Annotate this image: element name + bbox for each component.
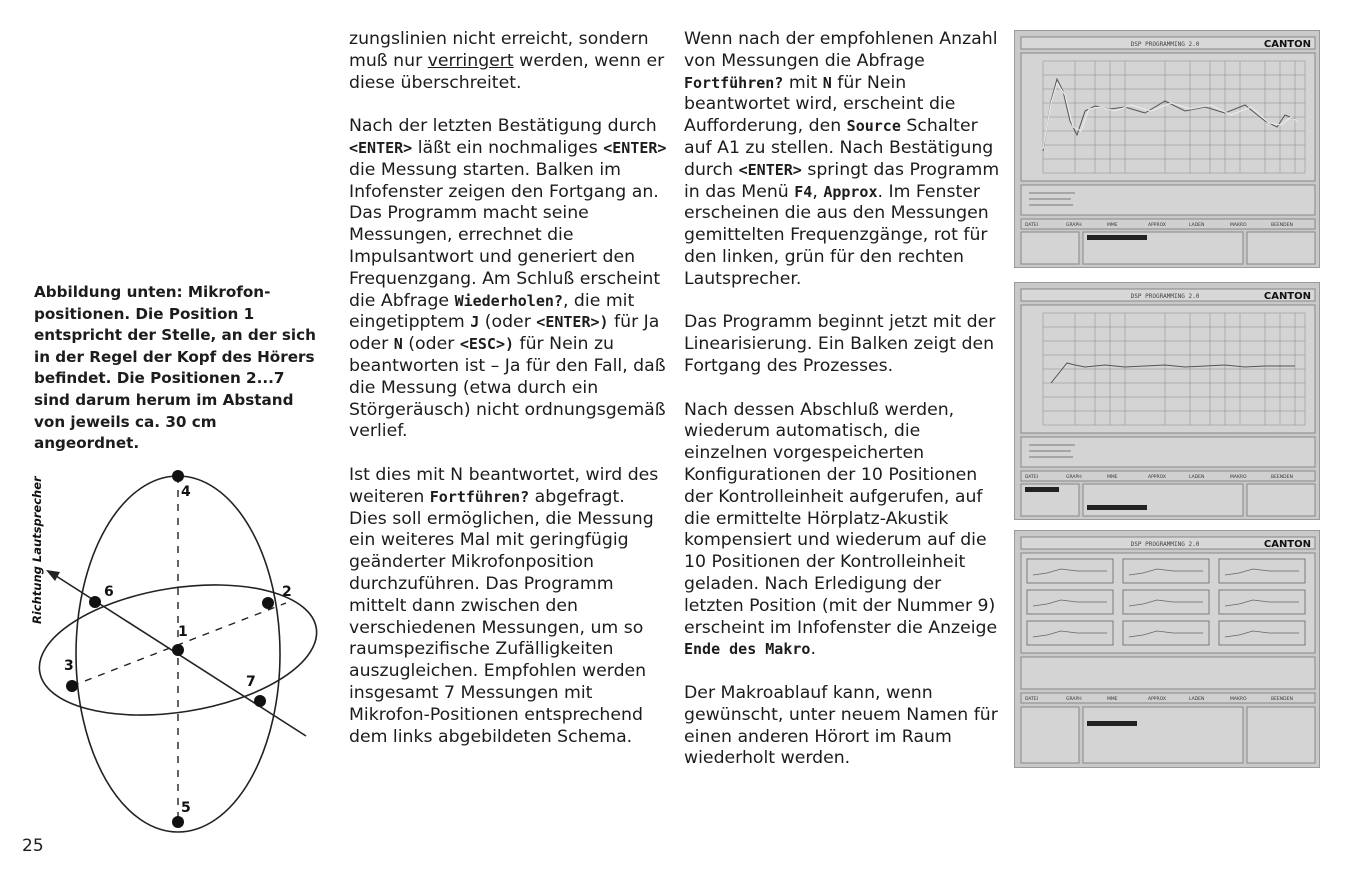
position-5-label: 5 <box>181 800 191 816</box>
menu-item-mme: MME <box>1107 697 1118 702</box>
text-column-2 <box>684 29 1000 792</box>
paragraph: Ist dies mit N beantwortet, wird des weiteren Fortführen? abgefragt. Dies soll ermöglichen, die Messung ein weiteres Mal mit geringfügig geänderter Mikrofonposition durchzuführen. Das Programm mittelt dann zwischen den verschiedenen Messungen, um so raumspezifische Zufälligkeiten auszugleichen. Empfohlen werden insgesamt 7 Messungen mit Mikrofon-Positionen entsprechend dem links abgebildeten Schema. <box>349 464 659 747</box>
paragraph: Wenn nach der empfohlenen Anzahl von Messungen die Abfrage Fortführen? mit N für Nein beantwortet wird, erscheint die Aufforderung, den Source Schalter auf A1 zu stellen. Nach Bestätigung durch <ENTER> springt das Programm in das Menü F4, Approx. Im Fenster erscheinen die aus den Messungen gemittelten Frequenzgänge, rot für den linken, grün für den rechten Lautsprecher. <box>684 29 1000 289</box>
menu-item-approx: APPROX <box>1148 223 1166 228</box>
screen-title: DSP PROGRAMMING 2.0 <box>1130 293 1200 300</box>
position-1-dot <box>172 644 184 656</box>
position-7-dot <box>254 695 266 707</box>
menu-item-laden: LADEN <box>1189 223 1205 228</box>
screenshot-frequency-response-1 <box>1014 30 1320 268</box>
position-4-dot <box>172 470 184 482</box>
screen-title: DSP PROGRAMMING 2.0 <box>1130 541 1200 548</box>
menu-item-mme: MME <box>1107 223 1118 228</box>
paragraph: Das Programm beginnt jetzt mit der Linearisierung. Ein Balken zeigt den Fortgang des Prozesses. <box>684 312 996 376</box>
menu-item-beenden: BEENDEN <box>1271 697 1293 702</box>
screen-title: DSP PROGRAMMING 2.0 <box>1130 41 1200 48</box>
menu-item-beenden: BEENDEN <box>1271 475 1293 480</box>
position-3-label: 3 <box>64 658 74 674</box>
menu-item-graph: GRAPH <box>1066 475 1082 480</box>
position-6-dot <box>89 596 101 608</box>
menu-item-mme: MME <box>1107 475 1118 480</box>
menu-item-beenden: BEENDEN <box>1271 223 1293 228</box>
menu-item-datei: DATEI <box>1025 475 1039 480</box>
page-number: 25 <box>22 836 44 856</box>
menu-item-laden: LADEN <box>1189 475 1205 480</box>
menu-item-datei: DATEI <box>1025 697 1039 702</box>
menu-item-graph: GRAPH <box>1066 697 1082 702</box>
menu-item-approx: APPROX <box>1148 475 1166 480</box>
microphone-position-diagram <box>28 454 318 834</box>
paragraph: Der Makroablauf kann, wenn gewünscht, unter neuem Namen für einen anderen Hörort im Raum wiederholt werden. <box>684 682 998 769</box>
brand-logo: CANTON <box>1263 291 1311 302</box>
position-2-label: 2 <box>282 584 292 600</box>
position-6-label: 6 <box>104 584 114 600</box>
text-column-1 <box>349 29 667 770</box>
menu-item-datei: DATEI <box>1025 223 1039 228</box>
position-5-dot <box>172 816 184 828</box>
menu-item-makro: MAKRO <box>1230 475 1247 480</box>
paragraph: Nach der letzten Bestätigung durch <ENTER> läßt ein nochmaliges <ENTER> die Messung starten. Balken im Infofenster zeigen den Fortgang an. Das Programm macht seine Messungen, errechnet die Impulsantwort und generiert den Frequenzgang. Am Schluß erscheint die Abfrage Wiederholen?, die mit eingetipptem J (oder <ENTER>) für Ja oder N (oder <ESC>) für Nein zu beantworten ist – Ja für den Fall, daß die Messung (etwa durch ein Störgeräusch) nicht ordnungsgemäß verlief. <box>349 116 667 442</box>
screenshot-positions-overview <box>1014 530 1320 768</box>
figure-caption: Abbildung unten: Mikrofon-positionen. Die Position 1 entspricht der Stelle, an der sich in der Regel der Kopf des Hörers befindet. Die Positionen 2...7 sind darum herum im Abstand von jeweils ca. 30 cm angeordnet. <box>34 283 316 453</box>
menu-item-makro: MAKRO <box>1230 697 1247 702</box>
menu-item-makro: MAKRO <box>1230 223 1247 228</box>
brand-logo: CANTON <box>1263 539 1311 550</box>
brand-logo: CANTON <box>1263 39 1311 50</box>
menu-item-approx: APPROX <box>1148 697 1166 702</box>
paragraph: zungslinien nicht erreicht, sondern muß nur verringert werden, wenn er diese überschreitet. <box>349 29 665 93</box>
position-3-dot <box>66 680 78 692</box>
screenshot-frequency-response-2 <box>1014 282 1320 520</box>
position-1-label: 1 <box>178 624 188 640</box>
position-4-label: 4 <box>181 484 191 500</box>
paragraph: Nach dessen Abschluß werden, wiederum automatisch, die einzelnen vorgespeicherten Konfigurationen der 10 Positionen der Kontrolleinheit aufgerufen, auf die ermittelte Hörplatz-Akustik kompensiert und wiederum auf die 10 Positionen der Kontrolleinheit geladen. Nach Erledigung der letzten Position (mit der Nummer 9) erscheint im Infofenster die Anzeige Ende des Makro. <box>684 399 998 660</box>
direction-label: Richtung Lautsprecher <box>30 476 44 624</box>
position-7-label: 7 <box>246 674 256 690</box>
menu-item-graph: GRAPH <box>1066 223 1082 228</box>
menu-item-laden: LADEN <box>1189 697 1205 702</box>
position-2-dot <box>262 597 274 609</box>
